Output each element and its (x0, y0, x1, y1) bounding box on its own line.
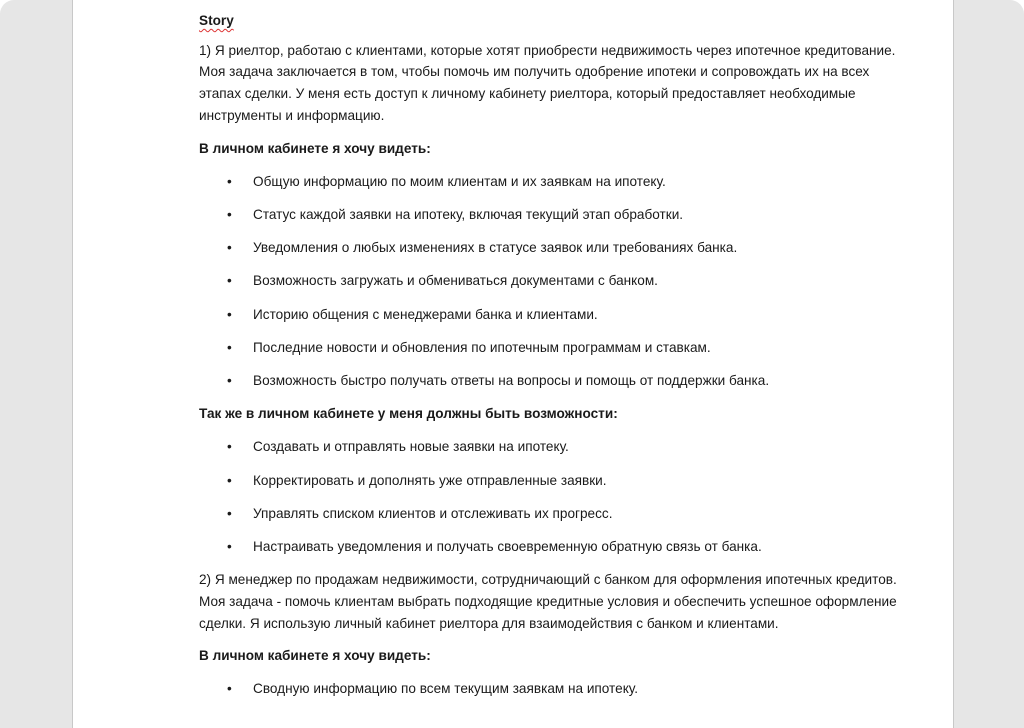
bullet-icon: • (227, 372, 232, 388)
document-title: Story (199, 13, 234, 28)
bullet-icon: • (227, 240, 232, 256)
bullet-icon: • (227, 173, 232, 189)
list-item (199, 237, 899, 259)
list-item (199, 678, 899, 700)
list-item (199, 470, 899, 492)
document-content[interactable] (199, 10, 899, 712)
list-item-text: Настраивать уведомления и получать своевременную обратную связь от банка. (253, 538, 762, 554)
bullet-icon: • (227, 439, 232, 455)
list-item (199, 503, 899, 525)
bullet-icon: • (227, 339, 232, 355)
bullet-icon: • (227, 538, 232, 554)
section-2-heading-want-to-see: В личном кабинете я хочу видеть: (199, 648, 431, 664)
section-1-want-list (199, 171, 899, 392)
section-1-capabilities-list (199, 436, 899, 557)
list-item (199, 304, 899, 326)
list-item-text: Возможность быстро получать ответы на вопросы и помощь от поддержки банка. (253, 372, 770, 388)
section-1-heading-capabilities: Так же в личном кабинете у меня должны быть возможности: (199, 406, 618, 422)
list-item-text: Сводную информацию по всем текущим заявкам на ипотеку. (253, 681, 639, 697)
list-item-text: Историю общения с менеджерами банка и клиентами. (253, 306, 598, 322)
bullet-icon: • (227, 306, 232, 322)
list-item (199, 436, 899, 458)
list-item (199, 204, 899, 226)
list-item-text: Последние новости и обновления по ипотечным программам и ставкам. (253, 339, 711, 355)
bullet-icon: • (227, 681, 232, 697)
section-2-intro: 2) Я менеджер по продажам недвижимости, сотрудничающий с банком для оформления ипотечных кредитов. Моя задача - помочь клиентам выбрать подходящие кредитные условия и обеспечить успешное оформление сделки. Я использую личный кабинет риелтора для взаимодействия с банком и клиентами. (199, 572, 897, 631)
list-item-text: Общую информацию по моим клиентам и их заявкам на ипотеку. (253, 173, 666, 189)
bullet-icon: • (227, 206, 232, 222)
section-1-intro: 1) Я риелтор, работаю с клиентами, которые хотят приобрести недвижимость через ипотечное кредитование. Моя задача заключается в том, чтобы помочь им получить одобрение ипотеки и сопровождать их на всех этапах сделки. У меня есть доступ к личному кабинету риелтора, который предоставляет необходимые инструменты и информацию. (199, 42, 896, 123)
bullet-icon: • (227, 505, 232, 521)
bullet-icon: • (227, 273, 232, 289)
list-item-text: Возможность загружать и обмениваться документами с банком. (253, 273, 658, 289)
document-page[interactable] (72, 0, 954, 728)
section-1-heading-want-to-see: В личном кабинете я хочу видеть: (199, 140, 431, 156)
list-item-text: Статус каждой заявки на ипотеку, включая текущий этап обработки. (253, 206, 684, 222)
list-item-text: Уведомления о любых изменениях в статусе заявок или требованиях банка. (253, 240, 738, 256)
section-2-want-list (199, 678, 899, 700)
list-item (199, 370, 899, 392)
list-item (199, 337, 899, 359)
bullet-icon: • (227, 472, 232, 488)
list-item-text: Создавать и отправлять новые заявки на ипотеку. (253, 439, 569, 455)
list-item-text: Корректировать и дополнять уже отправленные заявки. (253, 472, 607, 488)
list-item-text: Управлять списком клиентов и отслеживать их прогресс. (253, 505, 613, 521)
list-item (199, 270, 899, 292)
list-item (199, 171, 899, 193)
list-item (199, 536, 899, 558)
